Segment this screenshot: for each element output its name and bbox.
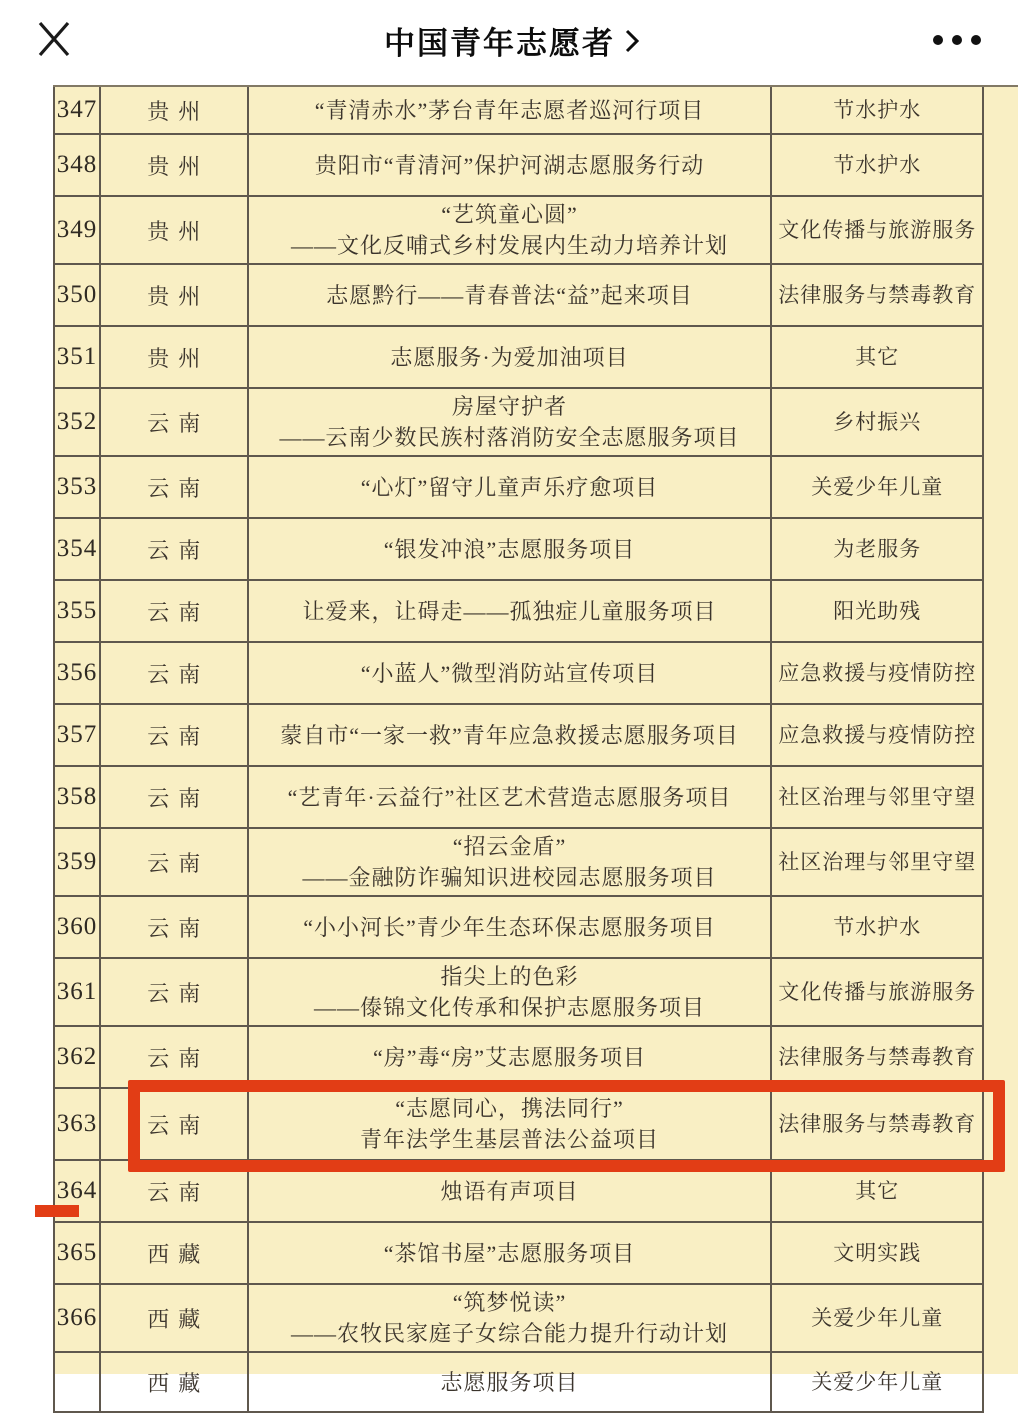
project-name-cell [249,829,773,897]
project-name-line: “艺筑童心圆” [441,202,578,227]
table-row-350 [55,265,984,327]
project-name-cell [249,135,773,197]
table-row-364 [55,1161,984,1223]
province-cell: 云南 [101,1089,249,1161]
category-cell: 关爱少年儿童 [772,1353,984,1413]
project-name-line: “小小河长”青少年生态环保志愿服务项目 [303,914,716,940]
category-cell: 其它 [772,1161,984,1223]
project-name-cell [249,87,773,135]
table-row-357 [55,705,984,767]
project-name-line: “房”毒“房”艾志愿服务项目 [372,1044,647,1070]
row-number-cell: 358 [55,767,101,829]
article-document [53,85,1018,1396]
ellipsis-icon [952,35,962,45]
table-row-360 [55,897,984,959]
province-cell: 云南 [101,457,249,519]
table-row-362 [55,1027,984,1089]
project-name-cell [249,1089,773,1161]
table-row-349 [55,197,984,265]
category-cell: 为老服务 [772,519,984,581]
province-cell: 云南 [101,1027,249,1089]
category-cell: 社区治理与邻里守望 [772,767,984,829]
row-number-cell: 355 [55,581,101,643]
project-name-line: 指尖上的色彩 [440,964,579,989]
projects-table [53,87,984,1413]
project-name-cell [249,519,773,581]
table-row-358 [55,767,984,829]
project-name-cell [249,1223,773,1285]
table-row-partial [55,1353,984,1413]
province-cell: 云南 [101,519,249,581]
chevron-right-icon [625,27,640,55]
province-cell: 西藏 [101,1285,249,1353]
table-row-361 [55,959,984,1027]
project-name-cell [249,643,773,705]
project-name-line: ——云南少数民族村落消防安全志愿服务项目 [279,425,740,450]
row-number-cell: 364 [55,1161,101,1223]
project-name-line: 志愿服务·为爱加油项目 [390,344,629,370]
project-name-cell [249,1161,773,1223]
category-cell: 关爱少年儿童 [772,457,984,519]
project-name-line: “青清赤水”茅台青年志愿者巡河行项目 [314,97,705,123]
project-name-line: 志愿黔行——青春普法“益”起来项目 [326,282,693,308]
category-cell: 节水护水 [772,897,984,959]
province-cell: 西藏 [101,1223,249,1285]
category-cell: 法律服务与禁毒教育 [772,1027,984,1089]
row-number-cell [55,1353,101,1413]
project-name-line: “艺青年·云益行”社区艺术营造志愿服务项目 [287,784,732,810]
row-number-cell: 357 [55,705,101,767]
project-name-line: 贵阳市“青清河”保护河湖志愿服务行动 [314,152,705,178]
more-options-button[interactable] [922,20,992,60]
project-name-line: “招云金盾” [452,834,567,859]
project-name-line: 志愿服务项目 [440,1369,579,1395]
table-row-359 [55,829,984,897]
table-row-363 [55,1089,984,1161]
province-cell: 云南 [101,581,249,643]
row-number-cell: 363 [55,1089,101,1161]
table-row-348 [55,135,984,197]
project-name-line: “心灯”留守儿童声乐疗愈项目 [360,474,659,500]
category-cell: 阳光助残 [772,581,984,643]
project-name-line: “筑梦悦读” [452,1290,567,1315]
province-cell: 贵州 [101,197,249,265]
province-cell: 贵州 [101,87,249,135]
project-name-cell [249,581,773,643]
appbar [0,0,1024,80]
category-cell: 社区治理与邻里守望 [772,829,984,897]
table-row-347 [55,87,984,135]
category-cell: 应急救援与疫情防控 [772,705,984,767]
province-cell: 云南 [101,643,249,705]
account-title-link[interactable] [0,0,1024,80]
project-name-line: 青年法学生基层普法公益项目 [360,1127,660,1152]
category-cell: 乡村振兴 [772,389,984,457]
project-name-cell [249,705,773,767]
category-cell: 文化传播与旅游服务 [772,197,984,265]
row-number-cell: 347 [55,87,101,135]
province-cell: 云南 [101,767,249,829]
category-cell: 文化传播与旅游服务 [772,959,984,1027]
row-number-cell: 350 [55,265,101,327]
row-number-cell: 366 [55,1285,101,1353]
table-row-365 [55,1223,984,1285]
category-cell: 应急救援与疫情防控 [772,643,984,705]
project-name-line: 蒙自市“一家一救”青年应急救援志愿服务项目 [280,722,739,748]
category-cell: 其它 [772,327,984,389]
table-row-354 [55,519,984,581]
table-row-356 [55,643,984,705]
red-dash-marker [35,1205,79,1217]
project-name-cell [249,1285,773,1353]
row-number-cell: 360 [55,897,101,959]
ellipsis-icon [933,35,943,45]
category-cell: 节水护水 [772,135,984,197]
row-number-cell: 348 [55,135,101,197]
row-number-cell: 365 [55,1223,101,1285]
page-edge [1018,80,1024,1374]
row-number-cell: 361 [55,959,101,1027]
row-number-cell: 352 [55,389,101,457]
table-row-355 [55,581,984,643]
project-name-line: “茶馆书屋”志愿服务项目 [383,1240,636,1266]
row-number-cell: 359 [55,829,101,897]
project-name-line: 让爱来，让碍走——孤独症儿童服务项目 [302,598,717,624]
province-cell: 云南 [101,705,249,767]
row-number-cell: 356 [55,643,101,705]
project-name-line: ——文化反哺式乡村发展内生动力培养计划 [291,233,729,258]
row-number-cell: 353 [55,457,101,519]
province-cell: 云南 [101,959,249,1027]
page-title: 中国青年志愿者 [384,25,615,61]
province-cell: 贵州 [101,327,249,389]
province-cell: 云南 [101,1161,249,1223]
province-cell: 云南 [101,389,249,457]
project-name-line: “银发冲浪”志愿服务项目 [383,536,636,562]
table-row-351 [55,327,984,389]
province-cell: 云南 [101,829,249,897]
category-cell: 文明实践 [772,1223,984,1285]
category-cell: 法律服务与禁毒教育 [772,1089,984,1161]
category-cell: 节水护水 [772,87,984,135]
table-row-353 [55,457,984,519]
row-number-cell: 354 [55,519,101,581]
project-name-cell [249,327,773,389]
row-number-cell: 362 [55,1027,101,1089]
table-row-366 [55,1285,984,1353]
project-name-line: 烛语有声项目 [440,1178,579,1204]
project-name-cell [249,265,773,327]
row-number-cell: 349 [55,197,101,265]
project-name-line: ——金融防诈骗知识进校园志愿服务项目 [302,865,717,890]
province-cell: 贵州 [101,135,249,197]
project-name-cell [249,457,773,519]
ellipsis-icon [971,35,981,45]
project-name-line: “小蓝人”微型消防站宣传项目 [360,660,659,686]
category-cell: 关爱少年儿童 [772,1285,984,1353]
category-cell: 法律服务与禁毒教育 [772,265,984,327]
table-row-352 [55,389,984,457]
row-number-cell: 351 [55,327,101,389]
project-name-line: ——农牧民家庭子女综合能力提升行动计划 [291,1321,729,1346]
project-name-line: “志愿同心，携法同行” [395,1096,624,1121]
project-name-cell [249,767,773,829]
project-name-cell [249,1353,773,1413]
project-name-cell [249,389,773,457]
project-name-cell [249,897,773,959]
project-name-cell [249,197,773,265]
province-cell: 贵州 [101,265,249,327]
province-cell: 西藏 [101,1353,249,1413]
project-name-line: 房屋守护者 [452,394,568,419]
province-cell: 云南 [101,897,249,959]
project-name-line: ——傣锦文化传承和保护志愿服务项目 [314,995,706,1020]
project-name-cell [249,959,773,1027]
project-name-cell [249,1027,773,1089]
